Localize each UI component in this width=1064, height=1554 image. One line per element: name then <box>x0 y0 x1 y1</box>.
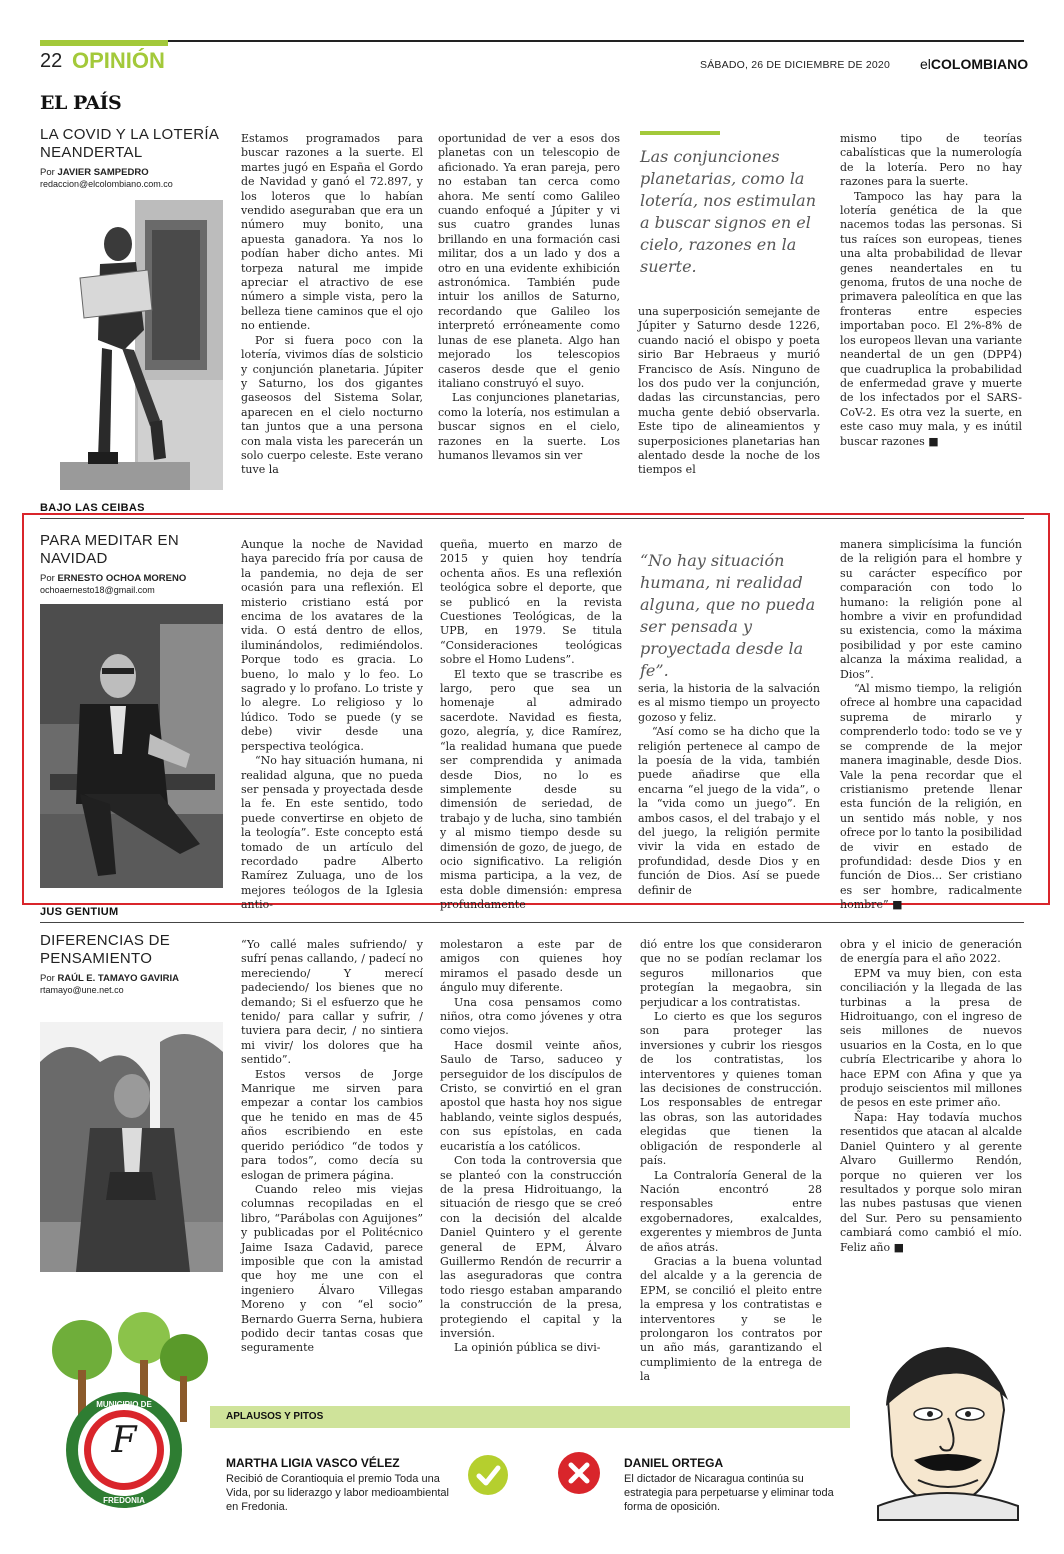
aplauso-name: MARTHA LIGIA VASCO VÉLEZ <box>226 1456 400 1470</box>
article1-column-4 <box>840 132 1022 492</box>
paragraph: mismo tipo de teorías cabalísticas que la numerología de la lotería. Pero no hay razones para la suerte. <box>840 132 1022 189</box>
article2-heading <box>40 532 225 595</box>
paragraph: Una cosa pensamos como niños, otra como jóvenes y otra como viejos. <box>440 995 622 1038</box>
byline-prefix: Por <box>40 167 55 178</box>
article2-email: ochoaernesto18@gmail.com <box>40 585 155 595</box>
paragraph: “No hay situación humana, ni realidad alguna, que no pueda ser pensada y proyectada desde la fe. En este sentido, todo puede convertirse en objeto de la teología”. Este concepto está tomado de un artículo del recordado padre Alberto Ramírez Zuluaga, uno de los mejores teólogos de la Iglesia antio- <box>241 754 423 912</box>
check-icon <box>468 1455 508 1495</box>
article1-column-1 <box>241 132 423 492</box>
article2-author: ERNESTO OCHOA MORENO <box>57 573 187 584</box>
paragraph: “Al mismo tiempo, la religión ofrece al hombre una capacidad suprema de mirarlo y comprenderlo todo: todo se ve y se comprende de la mejor manera imaginable, desde Dios. Vale la pena recordar que el cristianismo pretende llenar esta función de la religión, en un sentido más noble, y nos ofrece por lo tanto la posibilidad de vivir en estado de profundidad: desde Dios y en función de Dios... Ser cristiano es ser hombre, radicalmente hombre” ■ <box>840 682 1022 912</box>
article3-author-photo <box>40 1022 223 1272</box>
caricature-illustration <box>858 1330 1024 1520</box>
paragraph: Lo cierto es que los seguros son para proteger las inversiones y cubrir los riesgos de los contratistas, los interventores y quienes toman las decisiones de construcción. Los responsables de entregar las obras, son las autoridades elegidas que tienen la obligación de responderle al país. <box>640 1010 822 1168</box>
newspaper-masthead <box>920 56 1028 72</box>
seal-top-text: MUNICIPIO DE <box>96 1400 152 1409</box>
paragraph: Hace dosmil veinte años, Saulo de Tarso, saduceo y perseguidor de los discípulos de Cristo, se convirtió en el gran apostol que hasta hoy nos sigue hablando, veinte siglos después, con sus epístolas, en cada eucaristía a los católicos. <box>440 1038 622 1153</box>
article2-column-4 <box>840 538 1022 912</box>
seal-bottom-text: FREDONIA <box>103 1496 145 1505</box>
byline-prefix: Por <box>40 973 55 984</box>
paragraph: “Yo callé males sufriendo/ y sufrí penas callando, / padecí no mereciendo/ Y merecí padeciendo/ los bienes que no demando; Si el esfuerzo que he tenido/ para callar y sufrir, / tuviera para decir, / no sintiera mi vivir/ los dolores que ha sentido”. <box>241 938 423 1067</box>
paragraph: manera simplicísima la función de la religión para el hombre y su carácter específico por comparación con todo lo humano: la religión pone al hombre a vivir en profundidad su existencia, como la máxima posibilidad y por este camino alcanza la máxima realidad, a Dios”. <box>840 538 1022 681</box>
paragraph: una superposición semejante de Júpiter y Saturno desde 1226, cuando nació el obispo y poeta sirio Bar Hebraeus y murió Francisco de Asís. Ninguno de los dos pudo ver la conjunción, dadas las circunstancias, pero mucha gente debió observarla. Este tipo de alineamientos y superposiciones planetarias han alentado desde la noche de los tiempos el <box>638 305 820 477</box>
top-rule <box>40 40 1024 42</box>
paragraph: Ñapa: Hay todavía muchos resentidos que atacan al alcalde Daniel Quintero y al gerente Alvaro Guillermo Rendón, porque no quieren ver los resultados y porque solo miran las nubes pastusas que vienen del Sur. Pero su pensamiento cambiará como cambió el mío. Feliz año ■ <box>840 1110 1022 1254</box>
section-color-bar <box>40 40 168 46</box>
paragraph: Estos versos de Jorge Manrique me sirven para empezar a contar los cambios que he tenido en mas de 45 años escribiendo en este querido periódico “de todos y para todos”, como decía su eslogan de primera página. <box>241 1067 423 1182</box>
paragraph: Estamos programados para buscar razones a la suerte. El martes jugó en España el Gordo de Navidad y ganó el 72.897, y los loteros que lo habían vendido aseguraban que era un número muy bonito, una apuesta ganadora. Ya nos lo podían haber dicho antes. Mi torpeza natural me impide apreciar el atractivo de ese número a simple vista, pero la belleza tiene caminos que el ojo no entiende. <box>241 132 423 333</box>
paragraph: dió entre los que consideraron que no se podían reclamar los seguros millonarios que protegían la megaobra, sin perjudicar a los contratistas. <box>640 938 822 1009</box>
paragraph: Con toda la controversia que se planteó con la construcción de la presa Hidroituango, la situación de riesgo que se creó con la decisión del alcalde Daniel Quintero y el gerente general de EPM, Álvaro Guillermo Rendón de recurrir a las aseguradoras que contra todo riesgo estaban amparando la construcción de la presa, protegiendo el capital y la inversión. <box>440 1154 622 1340</box>
paragraph: Las conjunciones planetarias, como la lotería, nos estimulan a buscar signos en el cielo, razones en la suerte. Los humanos llevamos sin ver <box>438 391 620 462</box>
paragraph: seria, la historia de la salvación es al mismo tiempo un proyecto gozoso y feliz. <box>638 682 820 724</box>
cross-icon <box>558 1452 600 1494</box>
article3-column-1 <box>241 938 423 1355</box>
article1-column-3 <box>638 305 820 492</box>
article3-column-4 <box>840 938 1022 1268</box>
el-pais-logo: EL PAÍS <box>40 92 122 114</box>
article3-column-2 <box>440 938 622 1370</box>
article1-heading <box>40 126 225 189</box>
article2-pullquote: “No hay situación humana, ni realidad alguna, que no pueda ser pensada y proyectada desde la fe”. <box>640 551 816 680</box>
byline-prefix: Por <box>40 573 55 584</box>
article2-column-3 <box>638 682 820 896</box>
section-rule <box>40 922 1024 923</box>
article1-author: JAVIER SAMPEDRO <box>57 167 149 178</box>
article2-author-photo <box>40 604 223 888</box>
paragraph: Gracias a la buena voluntad del alcalde y a la gerencia de EPM, se concilió el pleito entre la empresa y los contratistas e interventores y se le prolongaron los contratos por un año más, garantizando el cumplimiento de la entrega de la <box>640 1254 822 1384</box>
article1-email: redaccion@elcolombiano.com.co <box>40 179 173 189</box>
article1-pullquote: Las conjunciones planetarias, como la lotería, nos estimulan a buscar signos en el cielo, razones en la suerte. <box>640 147 817 276</box>
article3-heading <box>40 932 225 995</box>
article1-byline <box>40 167 225 178</box>
article2-column-2 <box>440 538 622 912</box>
paragraph: Por si fuera poco con la lotería, vivimos días de solsticio y conjunción planetaria. Júpiter y Saturno, los dos gigantes gaseosos del Sistema Solar, aparecen en el cielo nocturno tan juntos que a una persona con mala vista les parecerán un solo cuerpo celeste. Este verano tuve la <box>241 333 423 477</box>
paragraph: La Contraloría General de la Nación encontró 28 responsables entre exgobernadores, exalcaldes, exgerentes y miembros de Junta de años atrás. <box>640 1168 822 1254</box>
paragraph: obra y el inicio de generación de energía para el año 2022. <box>840 938 1022 966</box>
page-number: 22 <box>40 50 63 72</box>
paragraph: queña, muerto en marzo de 2015 y quien hoy tendría ochenta años. Es una reflexión teológica sobre el deporte, que se publicó en la revista Cuestiones Teológicas, de la UPB, en 1979. Se titula “Consideraciones teológicas sobre el Homo Ludens”. <box>440 538 622 667</box>
article3-email: rtamayo@une.net.co <box>40 985 124 995</box>
article3-title: DIFERENCIAS DE PENSAMIENTO <box>40 932 171 967</box>
seal-letter: F <box>111 1420 137 1461</box>
paragraph: “Así como se ha dicho que la religión pertenece al campo de la poesía de la vida, también puede añadirse que ella encarna “el juego de la vida”, o la “vida como un juego”. En ambos casos, el del trabajo y el del juego, la religión permite vivir la vida en estado de profundidad, desde Dios y en función de Dios. Así se puede definir de <box>638 725 820 897</box>
masthead-name: COLOMBIANO <box>930 56 1029 72</box>
paragraph: molestaron a este par de amigos con quienes hoy miramos el pasado desde un ángulo muy diferente. <box>440 938 622 995</box>
aplauso-description: Recibió de Corantioquia el premio Toda una Vida, por su liderazgo y labor medioambiental en Fredonia. <box>226 1473 449 1513</box>
article3-kicker: JUS GENTIUM <box>40 906 119 918</box>
paragraph: La opinión pública se divi- <box>454 1341 601 1355</box>
article2-byline <box>40 573 225 584</box>
article3-byline <box>40 973 225 984</box>
paragraph: El texto que se trascribe es largo, pero que sea un homenaje al admirado sacerdote. Navidad es fiesta, gozo, alegría, y, dice Ramírez, “la realidad humana que puede ser comprendida y animada desde Dios, no lo es simplemente desde su dimensión de seriedad, de trabajo y de lucha, sino también y al mismo tiempo desde su dimensión de gozo, de juego, de ocio significativo. La religión misma participa, a la vez, de esta doble dimensión: empresa profundamente <box>440 667 622 912</box>
paragraph: Aunque la noche de Navidad haya parecido fría por causa de la pandemia, no deja de ser ocasión para una reflexión. El misterio cristiano está por encima de los avatares de la vida. O está dentro de ellos, iluminándolos, redimiéndolos. Porque todo es gracia. Lo bueno, lo malo y lo feo. Lo sagrado y lo profano. Lo triste y lo alegre. Lo religioso y lo lúdico. Todo se puede (y se debe) vivir desde una perspectiva teológica. <box>241 538 423 753</box>
article1-statue-photo <box>40 200 223 490</box>
article3-column-3 <box>640 938 822 1384</box>
paragraph: EPM va muy bien, con esta conciliación y la llegada de las turbinas a la presa de Hidroituango, con el ingreso de seis millones de nuevos usuarios en la Costa, en lo que cubría Electricaribe y ahora lo hace EPM con Afina y que ya produjo seiscientos mil millones de pesos en este primer año. <box>840 966 1022 1110</box>
aplausos-label: APLAUSOS Y PITOS <box>226 1411 324 1422</box>
section-title: OPINIÓN <box>72 48 165 73</box>
pito-name: DANIEL ORTEGA <box>624 1456 724 1470</box>
masthead-prefix: el <box>920 56 931 72</box>
article2-column-1 <box>241 538 423 912</box>
paragraph: oportunidad de ver a esos dos planetas con un telescopio de aficionado. Ya eran pareja, pero no estaban tan cerca como ahora. Me sentí como Galileo cuando enfoqué a Júpiter y vi sus cuatro grandes lunas brillando en una formación casi militar, dos a un lado y dos a otro en una evidente exhibición astronómica. También pude intuir los anillos de Saturno, recordando que Galileo los interpretó erróneamente como lunas de ese planeta. Algo han mejorado los telescopios caseros desde que el genio italiano construyó el suyo. <box>438 132 620 390</box>
article2-kicker: BAJO LAS CEIBAS <box>40 502 145 514</box>
article2-title: PARA MEDITAR EN NAVIDAD <box>40 532 179 567</box>
issue-date: SÁBADO, 26 DE DICIEMBRE DE 2020 <box>700 59 891 71</box>
article1-title: LA COVID Y LA LOTERÍA NEANDERTAL <box>40 126 219 161</box>
article1-column-2 <box>438 132 620 492</box>
pito-description: El dictador de Nicaragua continúa su estrategia para perpetuarse y eliminar toda forma de oposición. <box>624 1473 834 1513</box>
fredonia-seal <box>44 1310 214 1522</box>
paragraph: Cuando releo mis viejas columnas recopiladas en el libro, “Parábolas con Aguijones” y publicadas por el Politécnico Jaime Isaza Cadavid, parece imposible que con la amistad que hoy me une con el ingeniero Álvaro Villegas Moreno y con “el socio” Bernardo Guerra Serna, hubiera podido decir tantas cosas que seguramente <box>241 1182 423 1355</box>
article3-author: RAÚL E. TAMAYO GAVIRIA <box>57 973 180 984</box>
pullquote-bar <box>640 131 720 135</box>
paragraph: Tampoco las hay para la lotería genética de la que nacemos todas las personas. Si tus raíces son europeas, tienes una alta probabilidad de llevar genes neandertales en tu genoma, frutos de una noche de primavera paleolítica en que las fronteras entre especies importaban poco. El 2%-8% de los europeos llevan una variante neandertal de un gen (DPP4) que cuadruplica la probabilidad de enfermedad grave y muerte de los infectados por el SARS-CoV-2. Es otra vez la suerte, en este caso muy mala, y es inútil buscar razones ■ <box>840 189 1022 448</box>
